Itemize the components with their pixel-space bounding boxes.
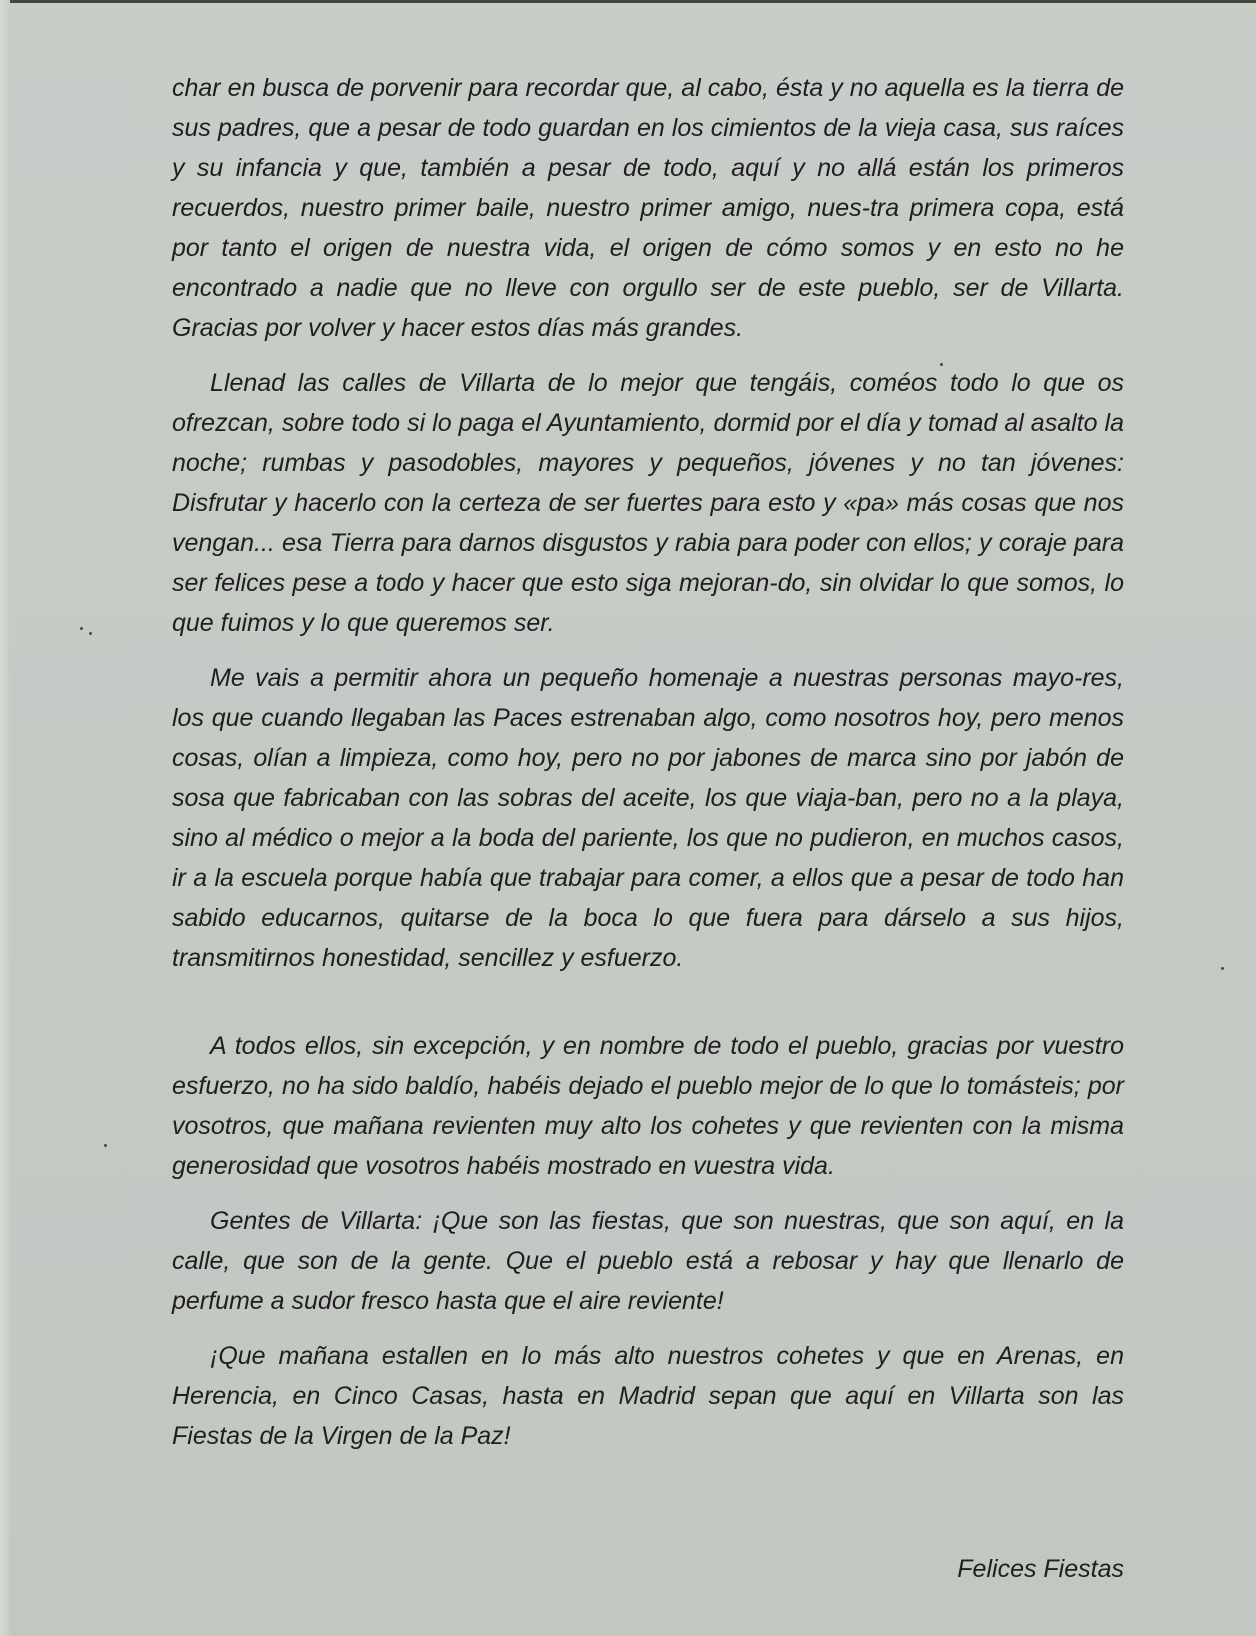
paragraph-que-manana: ¡Que mañana estallen en lo más alto nuestros cohetes y que en Arenas, en Herencia, en Cinco Casas, hasta en Madrid sepan que aquí en Villarta son las Fiestas de la Virgen de la Paz!: [172, 1342, 1124, 1450]
paragraph-gentes-de-villarta: Gentes de Villarta: ¡Que son las fiestas, que son nuestras, que son aquí, en la calle, que son de la gente. Que el pueblo está a rebosar y hay que llenarlo de perfume a sudor fresco hasta que el aire reviente!: [172, 1207, 1124, 1315]
scan-speck: [104, 1144, 107, 1147]
body-text: [172, 68, 1124, 1471]
page-left-edge: [0, 0, 10, 1636]
paragraph-llenad: Llenad las calles de Villarta de lo mejor que tengáis, coméos todo lo que os ofrezcan, sobre todo si lo paga el Ayuntamiento, dormid por el día y tomad al asalto la noche; rumbas y pasodobles, mayores y pequeños, jóvenes y no tan jóvenes: Disfrutar y hacerlo con la certeza de ser fuertes para esto y «pa» más cosas que nos vengan... esa Tierra para darnos disgustos y rabia para poder con ellos; y coraje para ser felices pese a todo y hacer que esto siga mejoran-do, sin olvidar lo que somos, lo que fuimos y lo que queremos ser.: [172, 369, 1124, 637]
page-top-edge: [0, 0, 1256, 3]
scan-speck: [1221, 967, 1224, 970]
paragraph-homenaje: Me vais a permitir ahora un pequeño homenaje a nuestras personas mayo-res, los que cuando llegaban las Paces estrenaban algo, como nosotros hoy, pero menos cosas, olían a limpieza, como hoy, pero no por jabones de marca sino por jabón de sosa que fabricaban con las sobras del aceite, los que viaja-ban, pero no a la playa, sino al médico o mejor a la boda del pariente, los que no pudieron, en muchos casos, ir a la escuela porque había que trabajar para comer, a ellos que a pesar de todo han sabido educarnos, quitarse de la boca lo que fuera para dárselo a sus hijos, transmitirnos honestidad, sencillez y esfuerzo.: [172, 664, 1124, 972]
paragraph-a-todos-ellos: A todos ellos, sin excepción, y en nombre de todo el pueblo, gracias por vuestro esfuerzo, no ha sido baldío, habéis dejado el pueblo mejor de lo que lo tomásteis; por vosotros, que mañana revienten muy alto los cohetes y que revienten con la misma generosidad que vosotros habéis mostrado en vuestra vida.: [172, 1032, 1124, 1180]
scan-speck: [80, 627, 83, 630]
paragraph-continuation: char en busca de porvenir para recordar que, al cabo, ésta y no aquella es la tierra de sus padres, que a pesar de todo guardan en los cimientos de la vieja casa, sus raíces y su infancia y que, también a pesar de todo, aquí y no allá están los primeros recuerdos, nuestro primer baile, nuestro primer amigo, nues-tra primera copa, está por tanto el origen de nuestra vida, el origen de cómo somos y en esto no he encontrado a nadie que no lleve con orgullo ser de este pueblo, ser de Villarta. Gracias por volver y hacer estos días más grandes.: [172, 74, 1124, 342]
scan-speck: [940, 363, 943, 366]
scan-speck: [89, 632, 92, 635]
closing-signature: Felices Fiestas: [957, 1555, 1124, 1583]
